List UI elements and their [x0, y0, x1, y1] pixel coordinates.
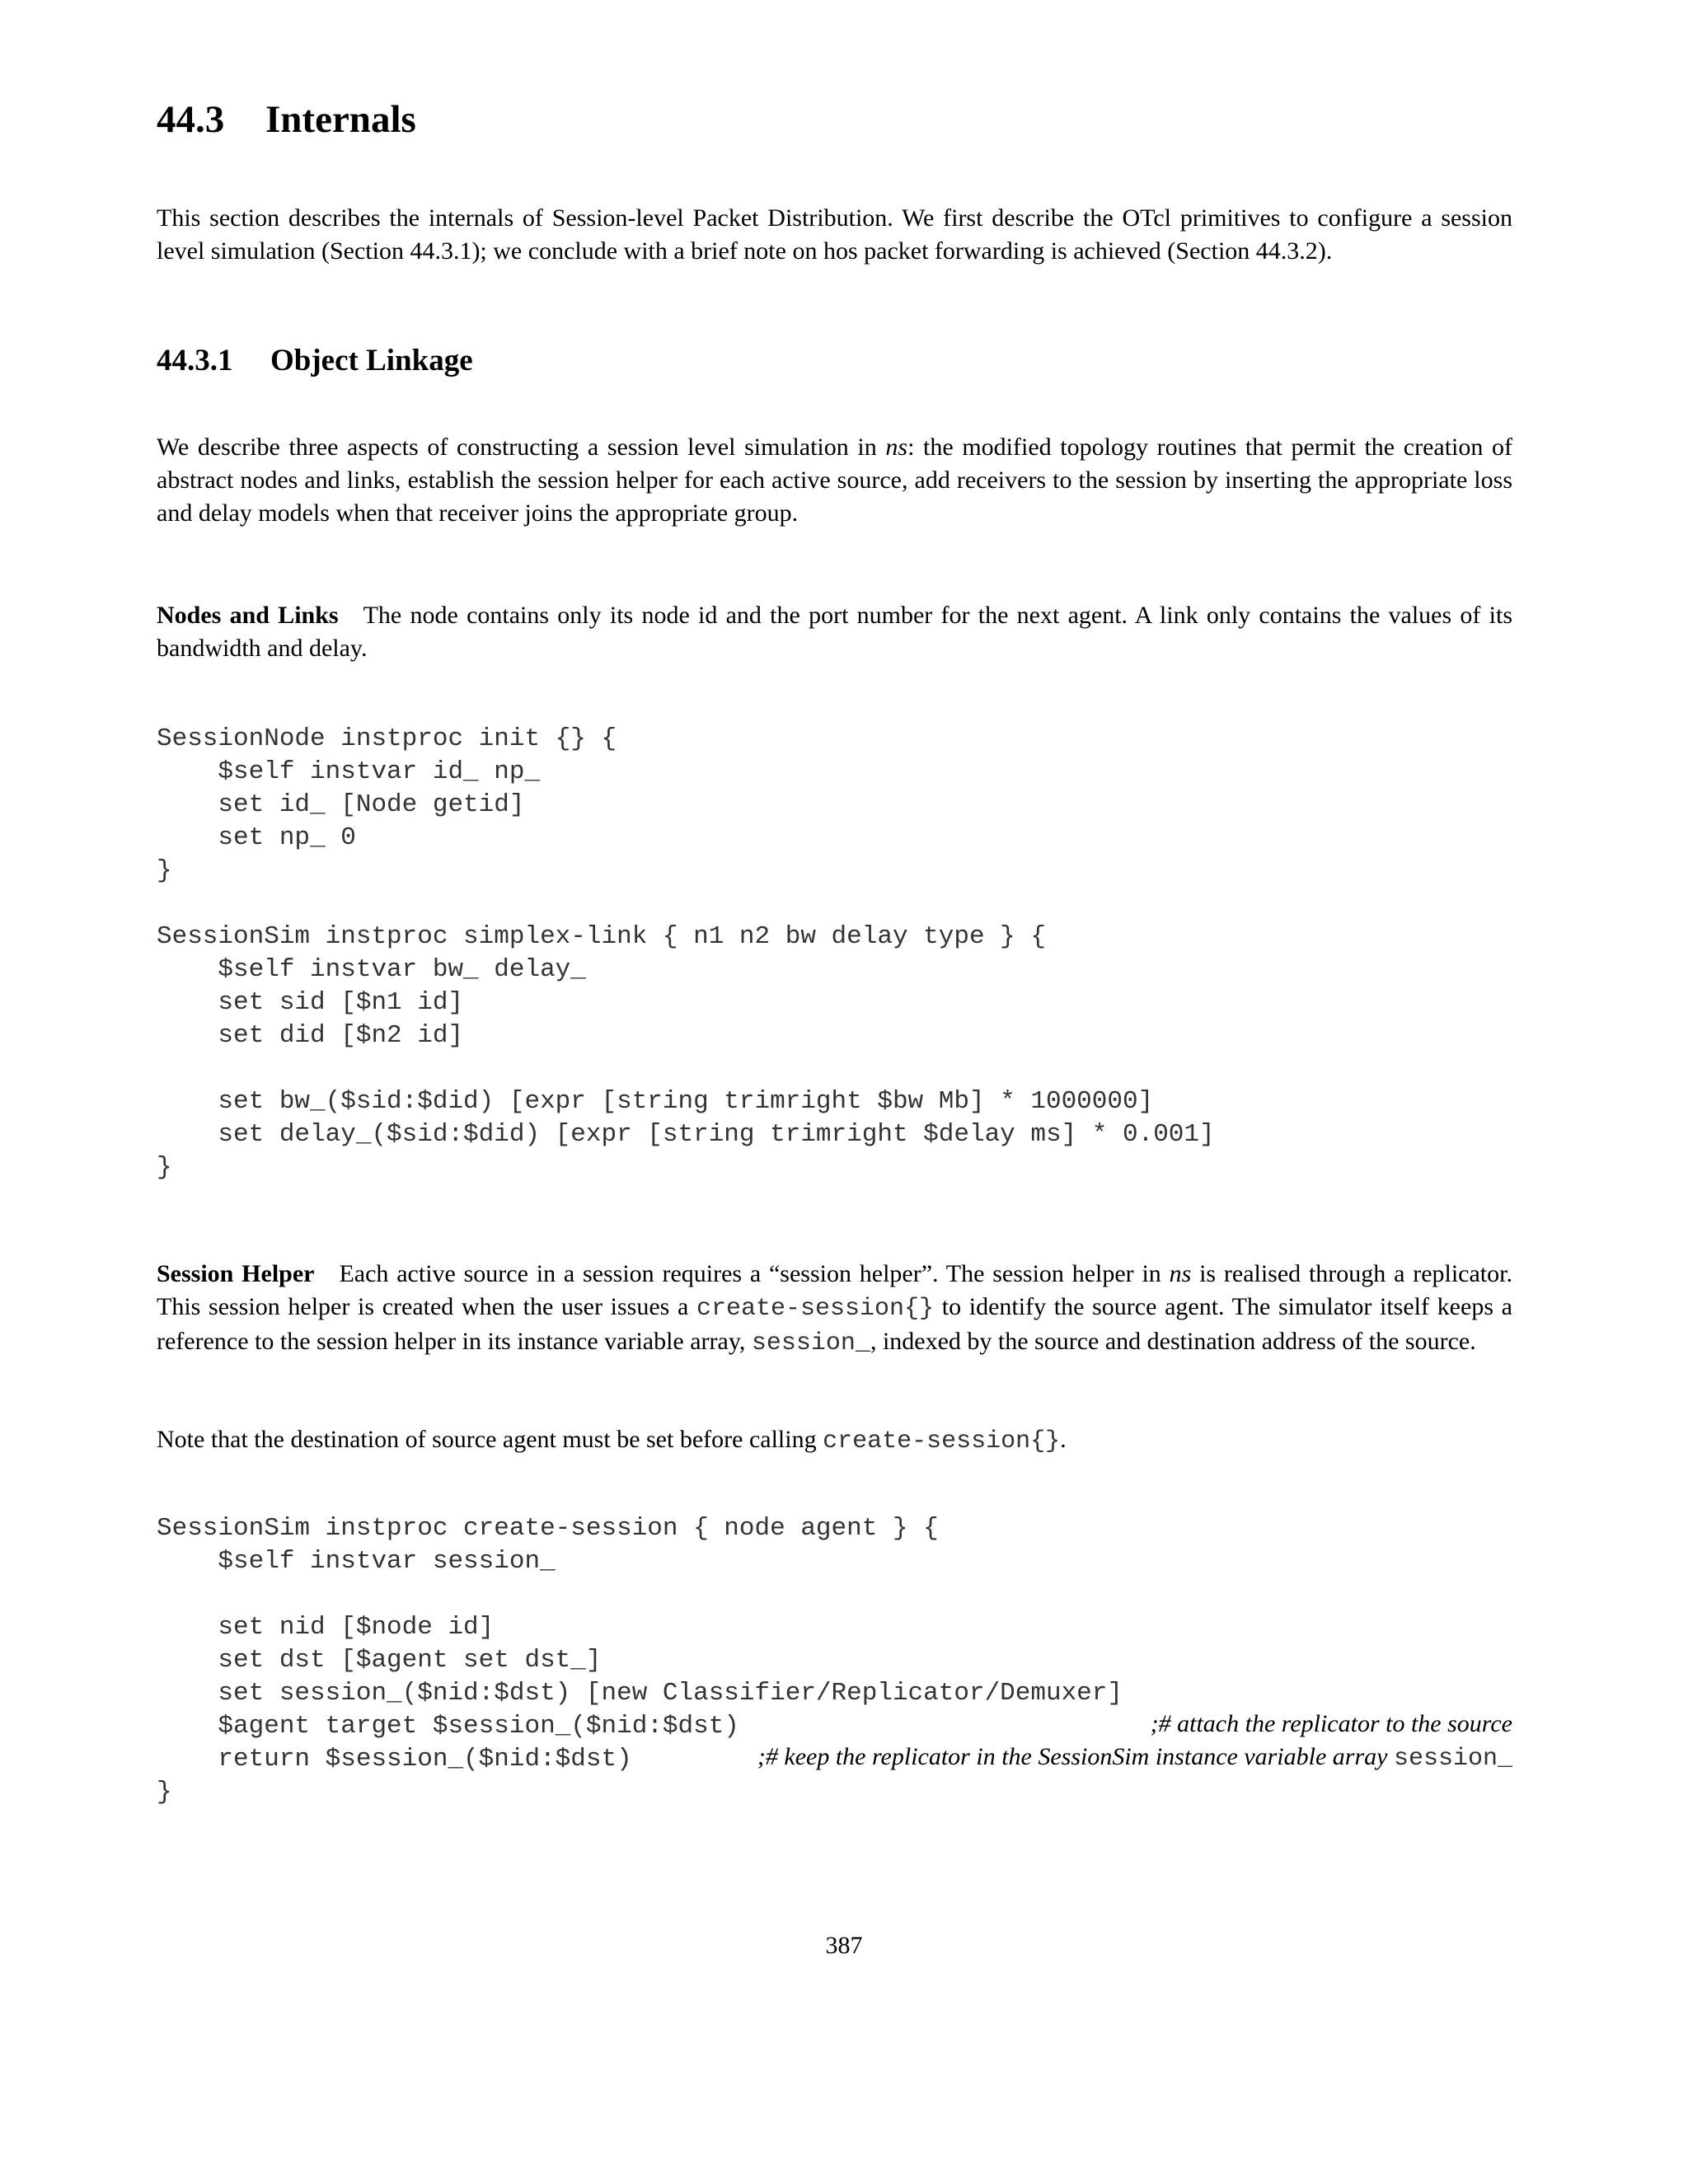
code-comment-attach — [1151, 1710, 1512, 1738]
comment-prefix: ;# — [757, 1743, 778, 1770]
session-helper-text: is realised through a replicator. This session helper is created when the user issues a — [157, 1260, 1512, 1320]
inline-code: create-session{} — [823, 1427, 1061, 1455]
code-line: } — [157, 1153, 172, 1182]
code-line: $self instvar session_ — [157, 1547, 556, 1576]
code-line: SessionNode instproc init {} { — [157, 724, 617, 753]
note-end: . — [1060, 1426, 1067, 1453]
comment-prefix: ;# — [1150, 1710, 1171, 1737]
code-line: return $session_($nid:$dst) — [157, 1745, 632, 1774]
code-line: set did [$n2 id] — [157, 1021, 464, 1050]
code-line: $self instvar bw_ delay_ — [157, 955, 586, 984]
code-line: $agent target $session_($nid:$dst) — [157, 1712, 739, 1741]
intro-text: We describe three aspects of constructing a session level simulation in — [157, 434, 886, 461]
section-title: Internals — [265, 98, 416, 141]
page-number: 387 — [825, 1932, 863, 1959]
code-line — [157, 1052, 1215, 1085]
inline-code: create-session{} — [696, 1295, 935, 1323]
code-line: SessionSim instproc create-session { node agent } { — [157, 1514, 939, 1543]
nodes-links-heading: Nodes and Links — [157, 602, 339, 629]
comment-text: keep the replicator in the SessionSim instance variable array — [784, 1743, 1388, 1770]
code-line: set sid [$n1 id] — [157, 988, 464, 1017]
code-line: set np_ 0 — [157, 823, 356, 852]
code-line: set bw_($sid:$did) [expr [string trimright $bw Mb] * 1000000] — [157, 1087, 1154, 1116]
session-helper-text: Each active source in a session requires a “session helper”. The session helper in — [339, 1260, 1170, 1287]
session-helper-heading: Session Helper — [157, 1260, 315, 1287]
section-heading — [157, 97, 416, 142]
code-line: set delay_($sid:$did) [expr [string trimright $delay ms] * 0.001] — [157, 1120, 1215, 1149]
note-text: Note that the destination of source agent must be set before calling — [157, 1426, 823, 1453]
code-comment-keep — [757, 1743, 1512, 1773]
subsection-title: Object Linkage — [270, 344, 473, 377]
session-helper-text: to identify the source agent. The simulator itself keeps a reference to the session helper in its instance variable array, — [157, 1293, 1512, 1355]
subsection-heading — [157, 343, 473, 378]
code-line — [157, 888, 1215, 921]
section-number: 44.3 — [157, 98, 225, 141]
inline-code: session_ — [1393, 1745, 1512, 1773]
code-line: $self instvar id_ np_ — [157, 757, 541, 786]
code-line: } — [157, 856, 172, 885]
session-helper-text: , indexed by the source and destination address of the source. — [870, 1328, 1476, 1355]
note-paragraph — [157, 1423, 1512, 1458]
intro-text-rest: : the modified topology routines that permit the creation of abstract nodes and links, establish the session helper for each active source, add receivers to the session by inserting the appropriate loss and delay models when that receiver joins the appropriate group. — [157, 434, 1512, 527]
code-line: SessionSim instproc simplex-link { n1 n2 bw delay type } { — [157, 922, 1046, 951]
code-line: set nid [$node id] — [157, 1613, 495, 1642]
nodes-links-text: The node contains only its node id and the port number for the next agent. A link only contains the values of its bandwidth and delay. — [157, 602, 1512, 662]
code-line: set session_($nid:$dst) [new Classifier/Replicator/Demuxer] — [157, 1679, 1123, 1708]
code-block-linkage — [157, 723, 1215, 1184]
code-line: } — [157, 1778, 172, 1807]
session-helper-paragraph — [157, 1258, 1512, 1360]
comment-text: attach the replicator to the source — [1177, 1710, 1512, 1737]
subsection-number: 44.3.1 — [157, 344, 233, 377]
code-line: set dst [$agent set dst_] — [157, 1646, 602, 1675]
subsection-intro — [157, 431, 1512, 530]
code-line — [157, 1578, 1123, 1611]
nodes-links-paragraph — [157, 599, 1512, 665]
ns-italic: ns — [885, 434, 908, 461]
section-intro: This section describes the internals of Session-level Packet Distribution. We first describe the OTcl primitives to configure a session level simulation (Section 44.3.1); we conclude with a brief note on hos packet forwarding is achieved (Section 44.3.2). — [157, 204, 1512, 265]
ns-italic: ns — [1169, 1260, 1192, 1287]
code-line: set id_ [Node getid] — [157, 790, 525, 819]
inline-code: session_ — [751, 1329, 870, 1357]
